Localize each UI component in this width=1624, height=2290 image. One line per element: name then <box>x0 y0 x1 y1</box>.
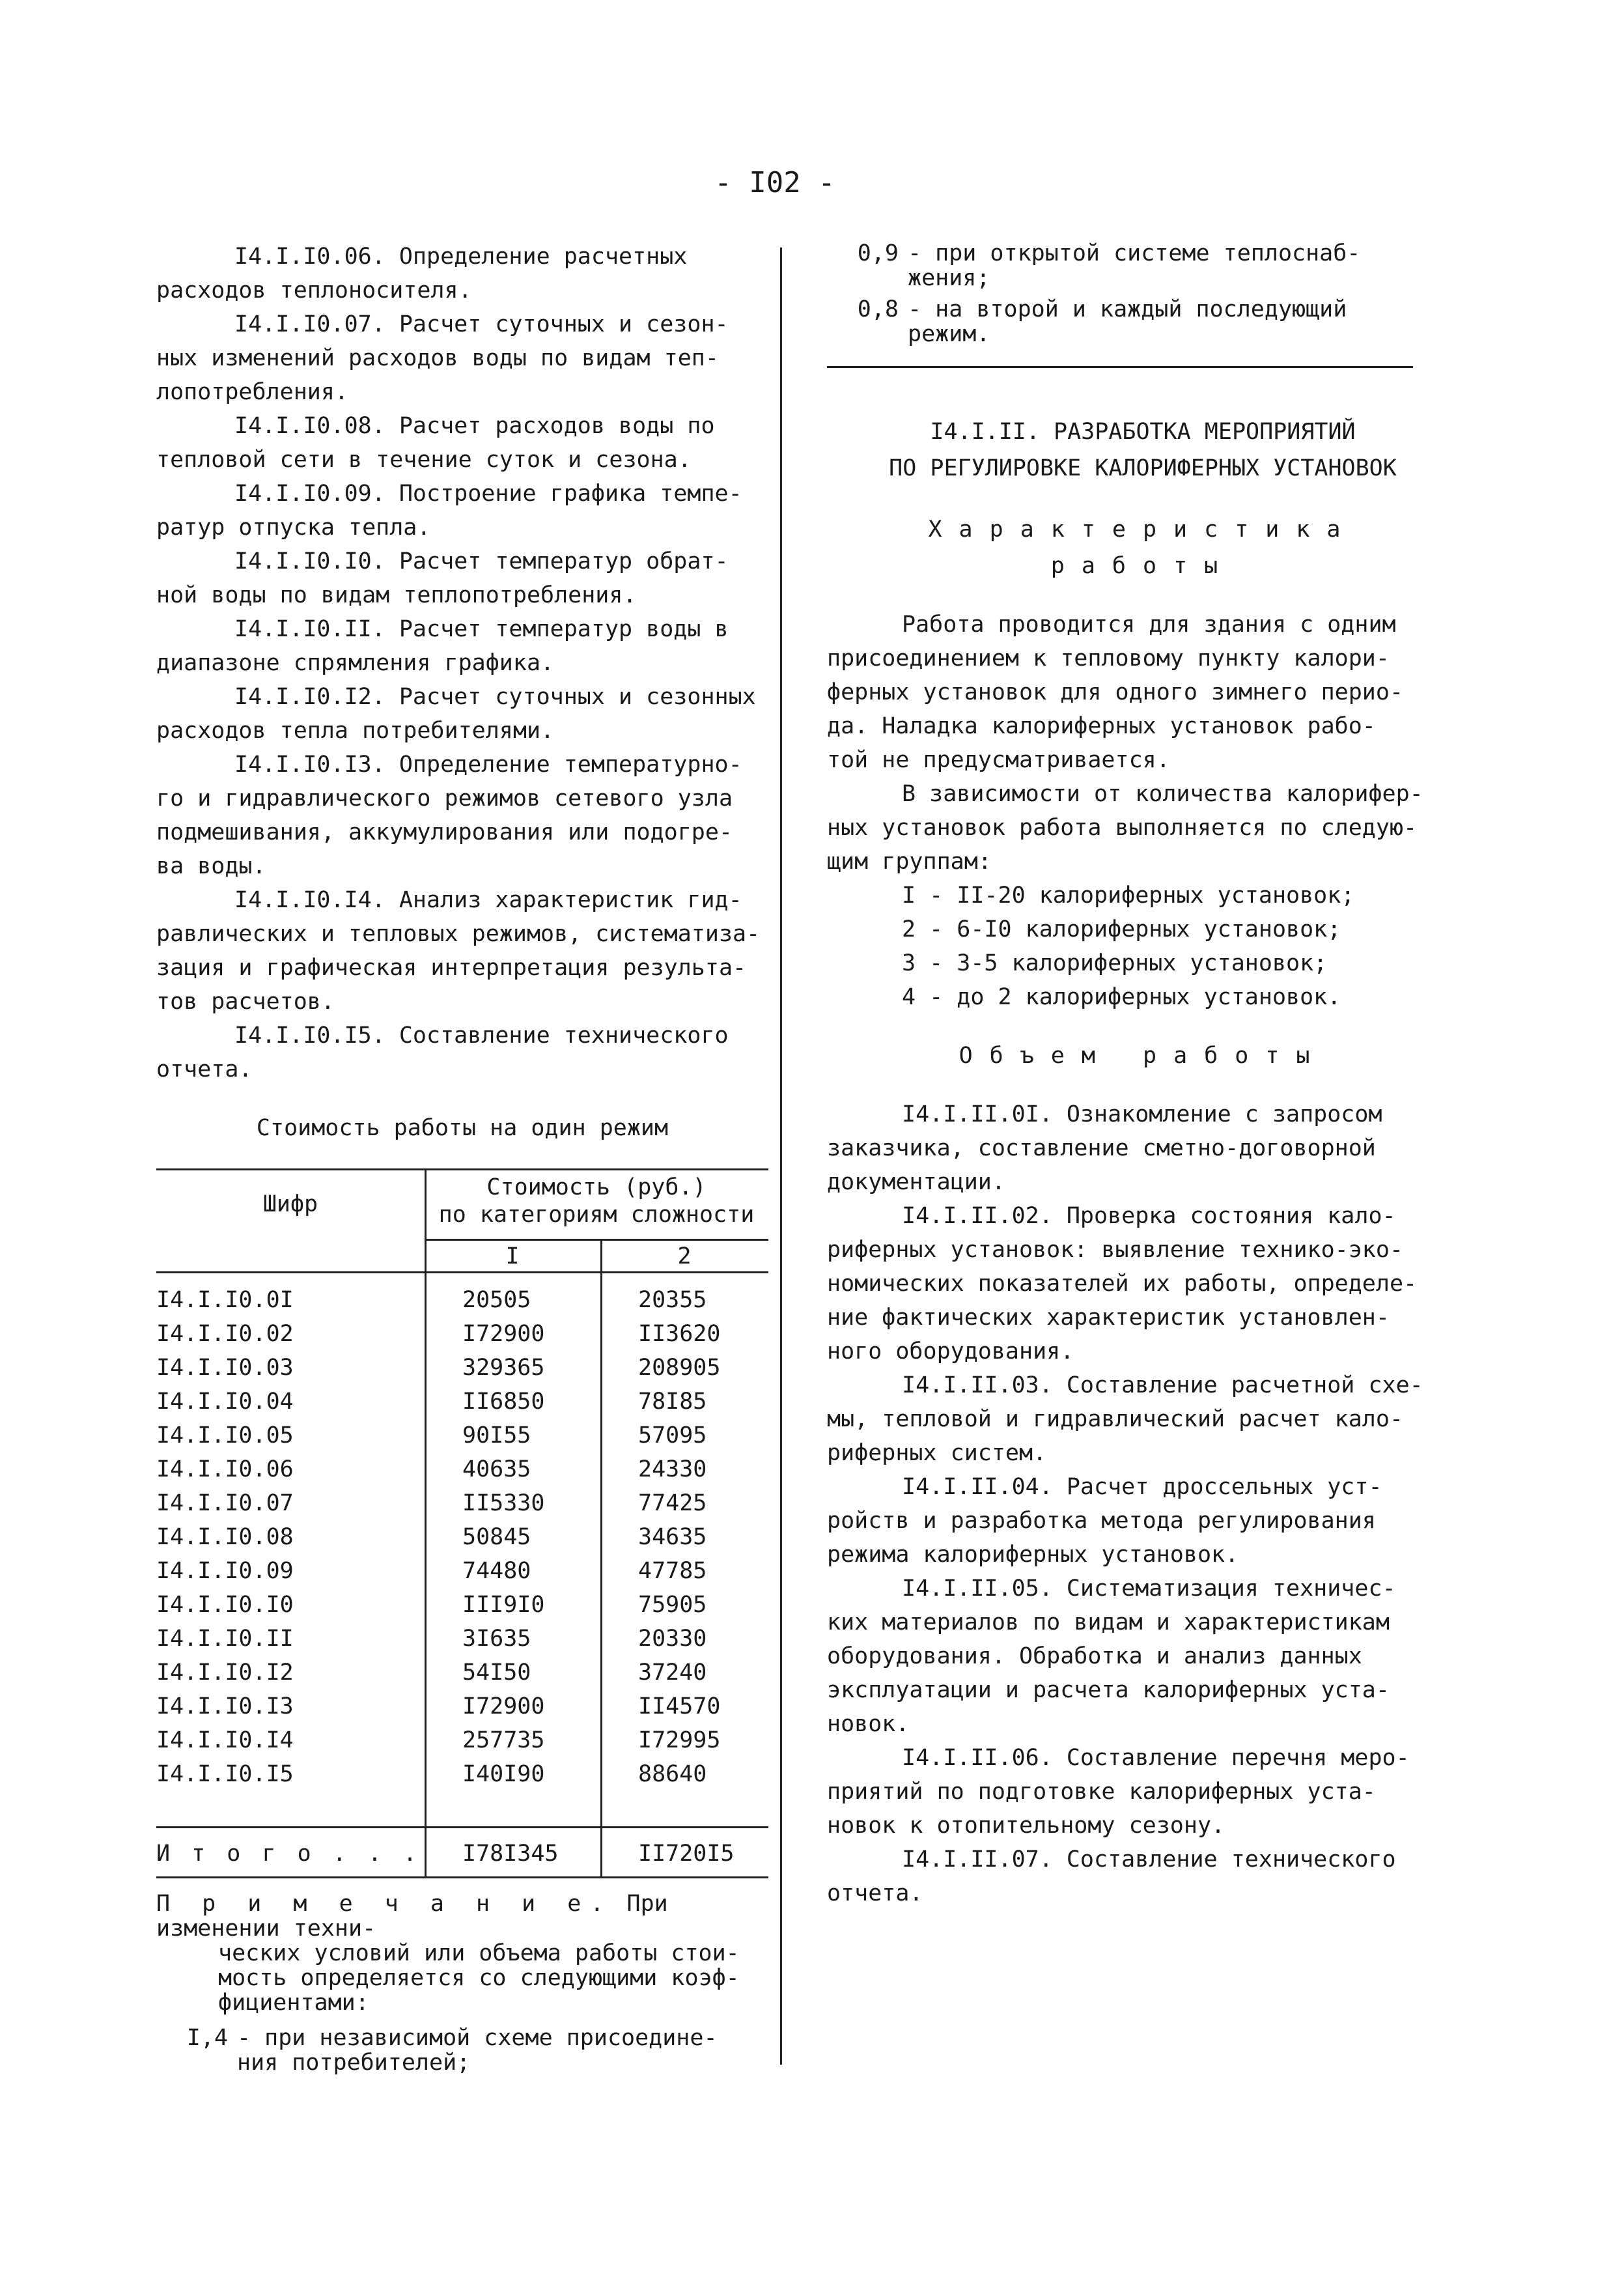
row-code: I4.I.I0.09 <box>156 1558 294 1584</box>
row-category-2: 75905 <box>638 1592 707 1618</box>
volume-heading: Объем работы <box>959 1043 1327 1069</box>
paragraph-14-1-11-01: I4.I.II.0I. Ознакомление с запросом заказчика, составление сметно-договорной документации. <box>827 1101 1382 1195</box>
row-category-1: II5330 <box>462 1490 545 1516</box>
paragraph-14-1-10-11: I4.I.I0.II. Расчет температур воды в диапазоне спрямления графика. <box>156 616 729 676</box>
paragraph-14-1-10-07: I4.I.I0.07. Расчет суточных и сезон- ных изменений расходов воды по видам теп- лопотребления. <box>156 311 729 405</box>
row-category-2: 78I85 <box>638 1389 707 1415</box>
header-category-1: I <box>505 1243 520 1269</box>
group-list <box>902 879 1459 1014</box>
row-code: I4.I.I0.04 <box>156 1389 294 1415</box>
note-text-rest: ческих условий или объема работы стои- мость определяется со следующими коэф- фициентами: <box>218 1940 740 2016</box>
row-category-1: 329365 <box>462 1355 545 1381</box>
group-item: I - II-20 калориферных установок; <box>902 883 1355 909</box>
row-category-1: I40I90 <box>462 1761 545 1787</box>
row-category-1: I72900 <box>462 1693 545 1719</box>
row-category-1: 74480 <box>462 1558 531 1584</box>
table-subheader-rule <box>425 1239 768 1241</box>
total-label: И т о г о . . . <box>156 1841 421 1867</box>
row-category-1: 50845 <box>462 1524 531 1550</box>
row-category-1: 20505 <box>462 1287 531 1313</box>
note-text-first: При изменении техни- <box>156 1891 668 1942</box>
table-vrule-2 <box>600 1239 602 1878</box>
row-category-2: I72995 <box>638 1727 721 1753</box>
coefficient-2 <box>827 241 1459 290</box>
coefficient-3-value: 0,8 <box>857 296 899 322</box>
table-bottom-rule <box>156 1876 768 1878</box>
table-caption: Стоимость работы на один режим <box>256 1115 669 1141</box>
row-code: I4.I.I0.05 <box>156 1422 294 1449</box>
paragraph-14-1-11-02: I4.I.II.02. Проверка состояния кало- риферных установок: выявление технико-эко- номических показателей их работы, определе- ние фактических характеристик установлен- ного оборудования. <box>827 1203 1418 1364</box>
row-category-2: 20355 <box>638 1287 707 1313</box>
row-code: I4.I.I0.06 <box>156 1456 294 1482</box>
right-column <box>827 241 1459 1910</box>
row-category-1: 40635 <box>462 1456 531 1482</box>
row-code: I4.I.I0.I3 <box>156 1693 294 1719</box>
group-item: 4 - до 2 калориферных установок. <box>902 984 1341 1010</box>
group-item: 3 - 3-5 калориферных установок; <box>902 950 1328 976</box>
characteristic-paragraph-1: Работа проводится для здания с одним присоединением к тепловому пункту калори- ферных установок для одного зимнего перио- да. Наладка калориферных установок рабо- той не предусматривается. <box>827 612 1404 773</box>
row-category-2: 34635 <box>638 1524 707 1550</box>
header-code: Шифр <box>262 1191 318 1217</box>
row-code: I4.I.I0.08 <box>156 1524 294 1550</box>
header-cost-line1: Стоимость (руб.) <box>486 1174 707 1200</box>
coefficient-1-value: I,4 <box>186 2025 228 2051</box>
row-code: I4.I.I0.I4 <box>156 1727 294 1753</box>
coefficient-2-value: 0,9 <box>857 240 899 266</box>
row-code: I4.I.I0.I0 <box>156 1592 294 1618</box>
cost-table <box>156 1168 768 1878</box>
paragraph-14-1-10-12: I4.I.I0.I2. Расчет суточных и сезонных расходов тепла потребителями. <box>156 684 756 744</box>
row-category-2: II3620 <box>638 1321 721 1347</box>
row-category-2: 57095 <box>638 1422 707 1449</box>
header-cost-line2: по категориям сложности <box>438 1202 755 1228</box>
row-category-2: 77425 <box>638 1490 707 1516</box>
row-category-2: 37240 <box>638 1660 707 1686</box>
row-category-1: I72900 <box>462 1321 545 1347</box>
group-item: 2 - 6-I0 калориферных установок; <box>902 916 1341 942</box>
row-category-1: 54I50 <box>462 1660 531 1686</box>
note-label: П р и м е ч а н и е. <box>156 1891 613 1917</box>
coefficient-1 <box>156 2026 768 2075</box>
coefficient-3 <box>827 297 1459 346</box>
table-vrule-1 <box>425 1168 427 1878</box>
total-category-2: II720I5 <box>638 1841 735 1867</box>
paragraph-14-1-11-06: I4.I.II.06. Составление перечня меро- приятий по подготовке калориферных уста- новок к отопительному сезону. <box>827 1745 1410 1839</box>
table-note <box>156 1891 768 2075</box>
paragraph-14-1-10-14: I4.I.I0.I4. Анализ характеристик гид- равлических и тепловых режимов, систематиза- зация и графическая интерпретация результа- тов расчетов. <box>156 887 761 1015</box>
row-code: I4.I.I0.02 <box>156 1321 294 1347</box>
coefficient-3-text: - на второй и каждый последующий режим. <box>908 296 1347 347</box>
section-title-line2: ПО РЕГУЛИРОВКЕ КАЛОРИФЕРНЫХ УСТАНОВОК <box>889 455 1397 481</box>
row-category-2: 208905 <box>638 1355 721 1381</box>
header-category-2: 2 <box>677 1243 692 1269</box>
row-code: I4.I.I0.II <box>156 1626 294 1652</box>
paragraph-14-1-10-09: I4.I.I0.09. Построение графика темпе- ратур отпуска тепла. <box>156 481 742 541</box>
row-category-2: 88640 <box>638 1761 707 1787</box>
characteristic-heading-line1: Характеристика <box>928 516 1358 543</box>
row-code: I4.I.I0.07 <box>156 1490 294 1516</box>
table-header-rule <box>156 1271 768 1273</box>
row-code: I4.I.I0.I5 <box>156 1761 294 1787</box>
column-divider <box>780 247 782 2065</box>
row-category-1: 90I55 <box>462 1422 531 1449</box>
left-column <box>156 240 768 2075</box>
row-category-2: 20330 <box>638 1626 707 1652</box>
coefficient-1-text: - при независимой схеме присоедине- ния потребителей; <box>237 2025 718 2076</box>
paragraph-14-1-11-03: I4.I.II.03. Составление расчетной схе- мы, тепловой и гидравлический расчет кало- риферных систем. <box>827 1372 1423 1466</box>
paragraph-14-1-10-15: I4.I.I0.I5. Составление технического отчета. <box>156 1023 729 1082</box>
paragraph-14-1-10-08: I4.I.I0.08. Расчет расходов воды по тепловой сети в течение суток и сезона. <box>156 413 715 473</box>
paragraph-14-1-10-13: I4.I.I0.I3. Определение температурно- го и гидравлического режимов сетевого узла подмешивания, аккумулирования или подогре- ва воды. <box>156 752 742 879</box>
row-category-2: 24330 <box>638 1456 707 1482</box>
row-category-1: 3I635 <box>462 1626 531 1652</box>
paragraph-14-1-10-10: I4.I.I0.I0. Расчет температур обрат- ной воды по видам теплопотребления. <box>156 548 729 608</box>
characteristic-heading-line2: работы <box>1050 553 1235 579</box>
paragraph-14-1-10-06: I4.I.I0.06. Определение расчетных расходов теплоносителя. <box>156 244 688 304</box>
paragraph-14-1-11-04: I4.I.II.04. Расчет дроссельных уст- ройств и разработка метода регулирования режима калориферных установок. <box>827 1474 1382 1568</box>
row-code: I4.I.I0.I2 <box>156 1660 294 1686</box>
table-total-rule <box>156 1826 768 1828</box>
row-category-1: III9I0 <box>462 1592 545 1618</box>
row-category-1: 257735 <box>462 1727 545 1753</box>
page-number: - I02 - <box>714 166 835 199</box>
row-code: I4.I.I0.03 <box>156 1355 294 1381</box>
paragraph-14-1-11-05: I4.I.II.05. Систематизация техничес- ких материалов по видам и характеристикам оборудования. Обработка и анализ данных эксплуатации и расчета калориферных уста- новок. <box>827 1576 1396 1737</box>
total-category-1: I78I345 <box>462 1841 559 1867</box>
row-code: I4.I.I0.0I <box>156 1287 294 1313</box>
paragraph-14-1-11-07: I4.I.II.07. Составление технического отчета. <box>827 1846 1396 1906</box>
row-category-2: II4570 <box>638 1693 721 1719</box>
table-top-rule <box>156 1168 768 1170</box>
row-category-2: 47785 <box>638 1558 707 1584</box>
characteristic-paragraph-2: В зависимости от количества калорифер- ных установок работа выполняется по следую- щим группам: <box>827 781 1423 875</box>
section-title-line1: I4.I.II. РАЗРАБОТКА МЕРОПРИЯТИЙ <box>930 419 1356 445</box>
row-category-1: II6850 <box>462 1389 545 1415</box>
coefficient-2-text: - при открытой системе теплоснаб- жения; <box>908 240 1361 291</box>
